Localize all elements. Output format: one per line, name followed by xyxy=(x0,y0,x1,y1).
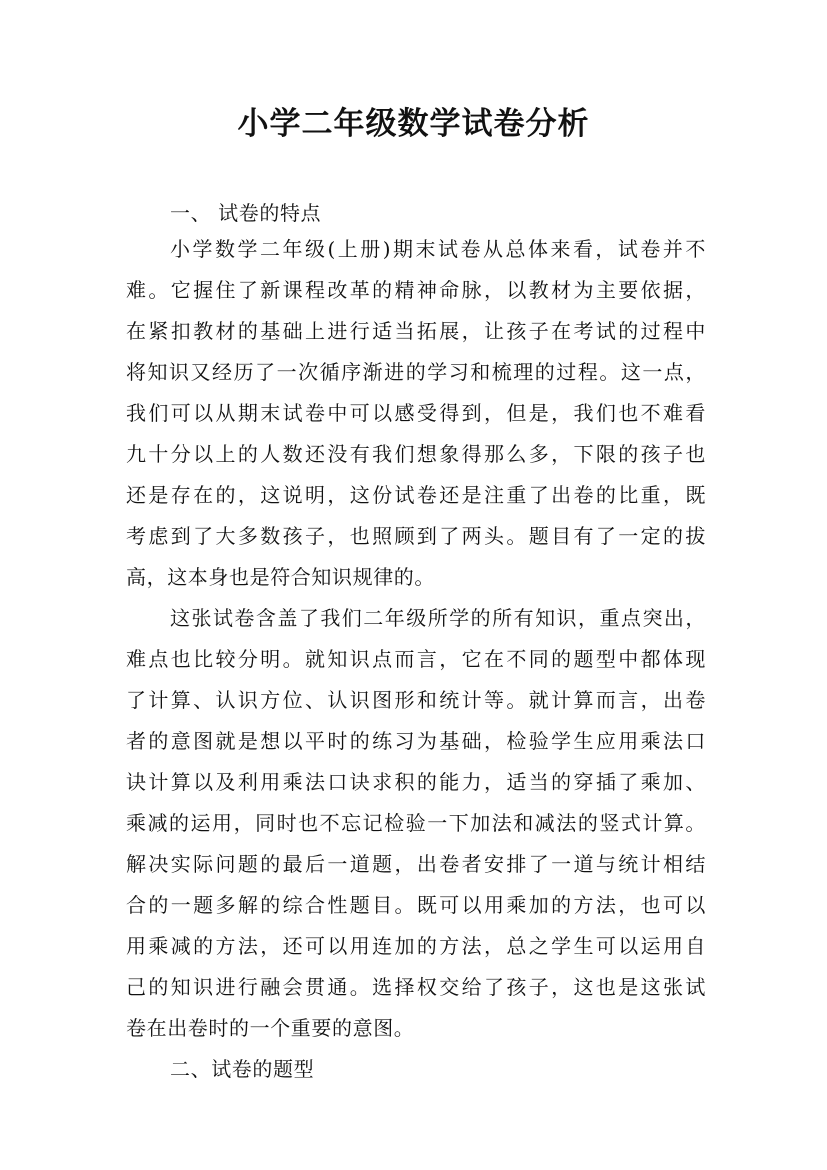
paragraph-1-line-3: 在紧扣教材的基础上进行适当拓展，让孩子在考试的过程中 xyxy=(126,319,706,343)
paragraph-2-line-10: 己的知识进行融会贯通。选择权交给了孩子，这也是这张试 xyxy=(126,975,706,999)
paragraph-1-line-2: 难。它握住了新课程改革的精神命脉，以教材为主要依据， xyxy=(126,278,706,302)
paragraph-1-line-1: 小学数学二年级(上册)期末试卷从总体来看，试卷并不 xyxy=(170,237,706,261)
paragraph-2-line-11: 卷在出卷时的一个重要的意图。 xyxy=(126,1016,415,1040)
document-title: 小学二年级数学试卷分析 xyxy=(237,106,590,142)
paragraph-1-line-4: 将知识又经历了一次循序渐进的学习和梳理的过程。这一点， xyxy=(126,360,706,384)
paragraph-2-line-1: 这张试卷含盖了我们二年级所学的所有知识，重点突出， xyxy=(170,606,706,630)
paragraph-1-line-8: 考虑到了大多数孩子，也照顾到了两头。题目有了一定的拔 xyxy=(126,524,706,548)
paragraph-1-line-6: 九十分以上的人数还没有我们想象得那么多，下限的孩子也 xyxy=(126,442,706,466)
paragraph-2-line-5: 诀计算以及利用乘法口诀求积的能力，适当的穿插了乘加、 xyxy=(126,770,706,794)
paragraph-2-line-3: 了计算、认识方位、认识图形和统计等。就计算而言，出卷 xyxy=(126,688,706,712)
paragraph-2-line-6: 乘减的运用，同时也不忘记检验一下加法和减法的竖式计算。 xyxy=(126,811,706,835)
paragraph-2-line-4: 者的意图就是想以平时的练习为基础，检验学生应用乘法口 xyxy=(126,729,706,753)
paragraph-2-line-9: 用乘减的方法，还可以用连加的方法，总之学生可以运用自 xyxy=(126,934,706,958)
paragraph-2-line-7: 解决实际问题的最后一道题，出卷者安排了一道与统计相结 xyxy=(126,852,706,876)
paragraph-2-line-2: 难点也比较分明。就知识点而言，它在不同的题型中都体现 xyxy=(126,647,706,671)
paragraph-1-line-9: 高，这本身也是符合知识规律的。 xyxy=(126,565,435,589)
section-heading-features: 一、 试卷的特点 xyxy=(170,201,322,225)
section-heading-question-types: 二、试卷的题型 xyxy=(170,1057,315,1081)
paragraph-2-line-8: 合的一题多解的综合性题目。既可以用乘加的方法，也可以 xyxy=(126,893,706,917)
paragraph-1-line-7: 还是存在的，这说明，这份试卷还是注重了出卷的比重，既 xyxy=(126,483,706,507)
paragraph-1-line-5: 我们可以从期末试卷中可以感受得到，但是，我们也不难看 xyxy=(126,401,706,425)
